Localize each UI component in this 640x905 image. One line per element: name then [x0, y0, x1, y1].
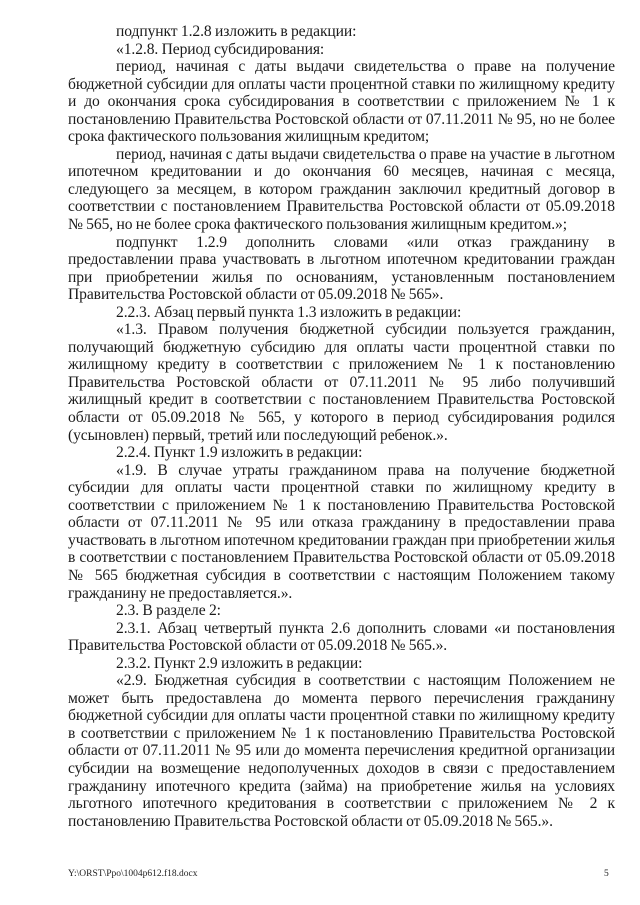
paragraph-clause-1-9: «1.9. В случае утраты гражданином права на получение бюджетной субсидии для оплаты части процентной ставки по жилищному кредиту в соответствии с приложением № 1 к постановлению Правительства Ростовской области от 07.11.2011 № 95 или отказа гражданину в предоставлении права участвовать в льготном ипотечном кредитовании граждан при приобретении жилья в соответствии с постановлением Правительства Ростовской области от 05.09.2018 № 565 бюджетная субсидия в соответствии с настоящим Положением такому гражданину не предоставляется.».: [68, 461, 615, 602]
paragraph-period-two: период, начиная с даты выдачи свидетельства о праве на участие в льготном ипотечном кредитовании и до окончания 60 месяцев, начиная с месяца, следующего за месяцем, в котором гражданин заключил кредитный договор в соответствии с постановлением Правительства Ростовской области от 05.09.2018 № 565, но не более срока фактического пользования жилищным кредитом.»;: [68, 145, 615, 234]
footer-file-path: Y:\ORST\Ppo\1004p612.f18.docx: [68, 869, 198, 879]
paragraph-clause-1-3: «1.3. Правом получения бюджетной субсидии пользуется гражданин, получающий бюджетную субсидию для оплаты части процентной ставки по жилищному кредиту в соответствии с приложением № 1 к постановлению Правительства Ростовской области от 07.11.2011 № 95 либо получивший жилищный кредит в соответствии с постановлением Правительства Ростовской области от 05.09.2018 № 565, у которого в период субсидирования родился (усыновлен) первый, третий или последующий ребенок.».: [68, 321, 615, 444]
document-body: [68, 23, 615, 830]
paragraph-period-one: период, начиная с даты выдачи свидетельства о праве на получение бюджетной субсидии для оплаты части процентной ставки по жилищному кредиту и до окончания срока субсидирования в соответствии с приложением № 1 к постановлению Правительства Ростовской области от 07.11.2011 № 95, но не более срока фактического пользования жилищным кредитом;: [68, 58, 615, 146]
footer-page-number: 5: [604, 869, 609, 879]
paragraph-2-3-1: 2.3.1. Абзац четвертый пункта 2.6 дополнить словами «и постановления Правительства Ростовской области от 05.09.2018 № 565.».: [68, 619, 615, 655]
paragraph-2-2-3-heading: 2.2.3. Абзац первый пункта 1.3 изложить в редакции:: [116, 303, 462, 321]
paragraph-subclause-1-2-8-intro: подпункт 1.2.8 изложить в редакции:: [116, 23, 357, 40]
paragraph-subsidy-period-heading: «1.2.8. Период субсидирования:: [116, 40, 325, 58]
paragraph-2-3-heading: 2.3. В разделе 2:: [116, 602, 221, 620]
paragraph-clause-2-9: «2.9. Бюджетная субсидия в соответствии с настоящим Положением не может быть предоставлена до момента первого перечисления гражданину бюджетной субсидии для оплаты части процентной ставки по жилищному кредиту в соответствии с приложением № 1 к постановлению Правительства Ростовской области от 07.11.2011 № 95 или до момента перечисления кредитной организации субсидии на возмещение недополученных доходов в связи с предоставлением гражданину ипотечного кредита (займа) на приобретение жилья на условиях льготного ипотечного кредитования в соответствии с приложением № 2 к постановлению Правительства Ростовской области от 05.09.2018 № 565.».: [68, 672, 615, 830]
paragraph-2-2-4-heading: 2.2.4. Пункт 1.9 изложить в редакции:: [116, 444, 363, 462]
paragraph-2-3-2-heading: 2.3.2. Пункт 2.9 изложить в редакции:: [116, 654, 363, 672]
paragraph-subclause-1-2-9: подпункт 1.2.9 дополнить словами «или отказ гражданину в предоставлении права участвовать в льготном ипотечном кредитовании граждан при приобретении жилья по основаниям, установленным постановлением Правительства Ростовской области от 05.09.2018 № 565».: [68, 233, 615, 304]
